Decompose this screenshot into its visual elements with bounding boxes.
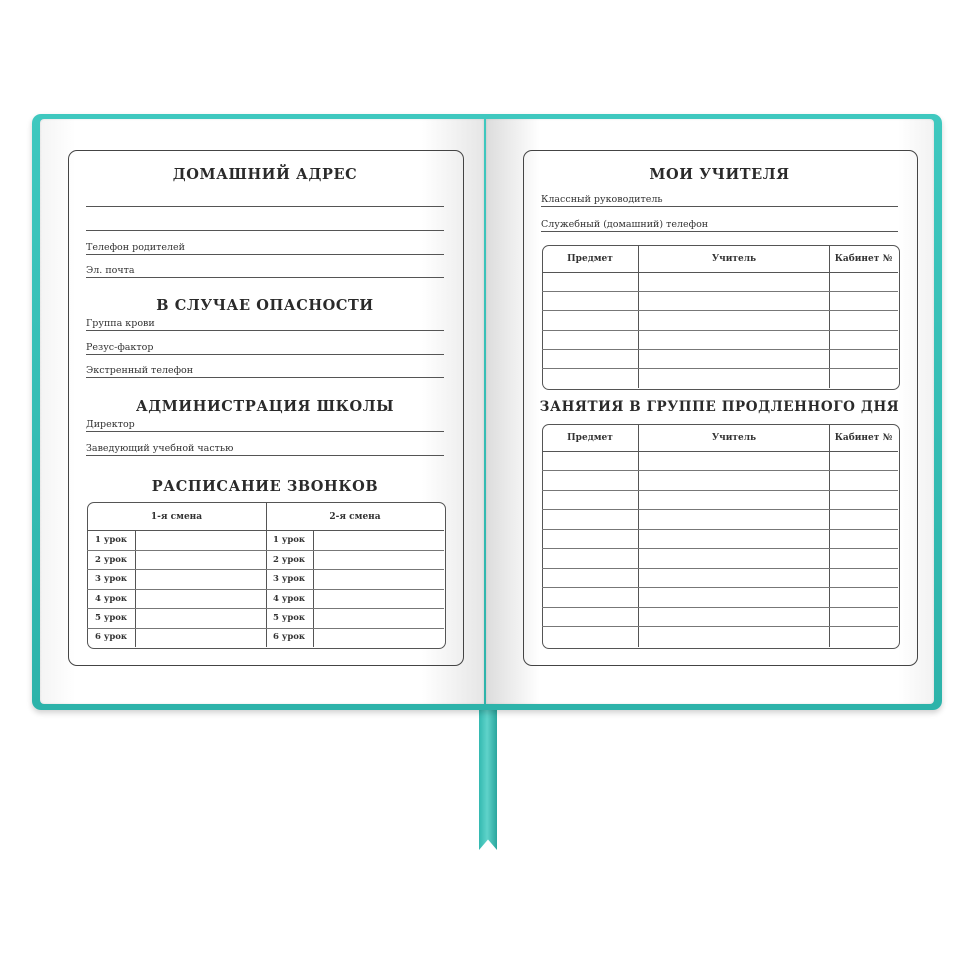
rh-factor-line[interactable] [86,354,444,355]
lesson-label: 5 урок [273,613,306,623]
table-row-rule [87,628,444,629]
emergency-phone-line[interactable] [86,377,444,378]
table-header-rule [87,530,444,531]
parents-phone-label: Телефон родителей [86,242,188,253]
table-row-rule [542,587,898,588]
lesson-label: 2 урок [95,555,128,565]
table-row-rule [542,607,898,608]
teacher-phone-label: Служебный (домашний) телефон [541,219,711,230]
lesson-label: 3 урок [95,574,128,584]
table-row-rule [542,548,898,549]
lesson-label: 1 урок [95,535,128,545]
email-line[interactable] [86,277,444,278]
bell-schedule-title: РАСПИСАНИЕ ЗВОНКОВ [151,478,379,495]
shift1-header: 1-я смена [150,512,203,522]
teachers-title: МОИ УЧИТЕЛЯ [649,166,790,183]
emergency-phone-label: Экстренный телефон [86,365,196,376]
table-divider [829,245,830,388]
table-row-rule [542,529,898,530]
table-divider [829,424,830,647]
table-divider [638,424,639,647]
table-header-rule [542,272,898,273]
lesson-label: 5 урок [95,613,128,623]
table-row-rule [542,368,898,369]
rh-factor-label: Резус-фактор [86,342,156,353]
parents-phone-line[interactable] [86,254,444,255]
table-row-rule [542,490,898,491]
lesson-label: 2 урок [273,555,306,565]
table-divider [266,502,267,647]
blood-type-line[interactable] [86,330,444,331]
head-teacher-line[interactable] [86,455,444,456]
table-row-rule [87,569,444,570]
shift2-header: 2-я смена [329,512,381,522]
table-row-rule [87,589,444,590]
table-row-rule [542,470,898,471]
table-row-rule [542,568,898,569]
address-line-1[interactable] [86,206,444,207]
address-line-2[interactable] [86,230,444,231]
director-label: Директор [86,419,138,430]
lesson-label: 4 урок [95,594,128,604]
lesson-label: 3 урок [273,574,306,584]
lesson-label: 1 урок [273,535,306,545]
lesson-label: 6 урок [273,632,306,642]
teacher-header: Учитель [711,254,757,264]
table-row-rule [542,310,898,311]
home-address-title: ДОМАШНИЙ АДРЕС [172,166,358,183]
table-row-rule [542,626,898,627]
class-teacher-label: Классный руководитель [541,194,666,205]
table-divider [638,245,639,388]
email-label: Эл. почта [86,265,138,276]
emergency-title: В СЛУЧАЕ ОПАСНОСТИ [156,297,374,314]
extended-day-title: ЗАНЯТИЯ В ГРУППЕ ПРОДЛЕННОГО ДНЯ [539,399,900,415]
subject-header: Предмет [567,433,613,443]
extended-day-table [542,424,900,649]
room-header: Кабинет № [834,433,893,443]
head-teacher-label: Заведующий учебной частью [86,443,236,454]
table-header-rule [542,451,898,452]
administration-title: АДМИНИСТРАЦИЯ ШКОЛЫ [135,398,395,415]
table-row-rule [542,349,898,350]
table-row-rule [87,608,444,609]
lesson-label: 6 урок [95,632,128,642]
teacher-phone-line[interactable] [541,231,898,232]
table-row-rule [87,550,444,551]
director-line[interactable] [86,431,444,432]
class-teacher-line[interactable] [541,206,898,207]
room-header: Кабинет № [834,254,893,264]
table-row-rule [542,509,898,510]
teacher-header: Учитель [711,433,757,443]
subject-header: Предмет [567,254,613,264]
table-row-rule [542,330,898,331]
table-row-rule [542,291,898,292]
bookmark-ribbon [479,700,497,850]
blood-type-label: Группа крови [86,318,158,329]
lesson-label: 4 урок [273,594,306,604]
